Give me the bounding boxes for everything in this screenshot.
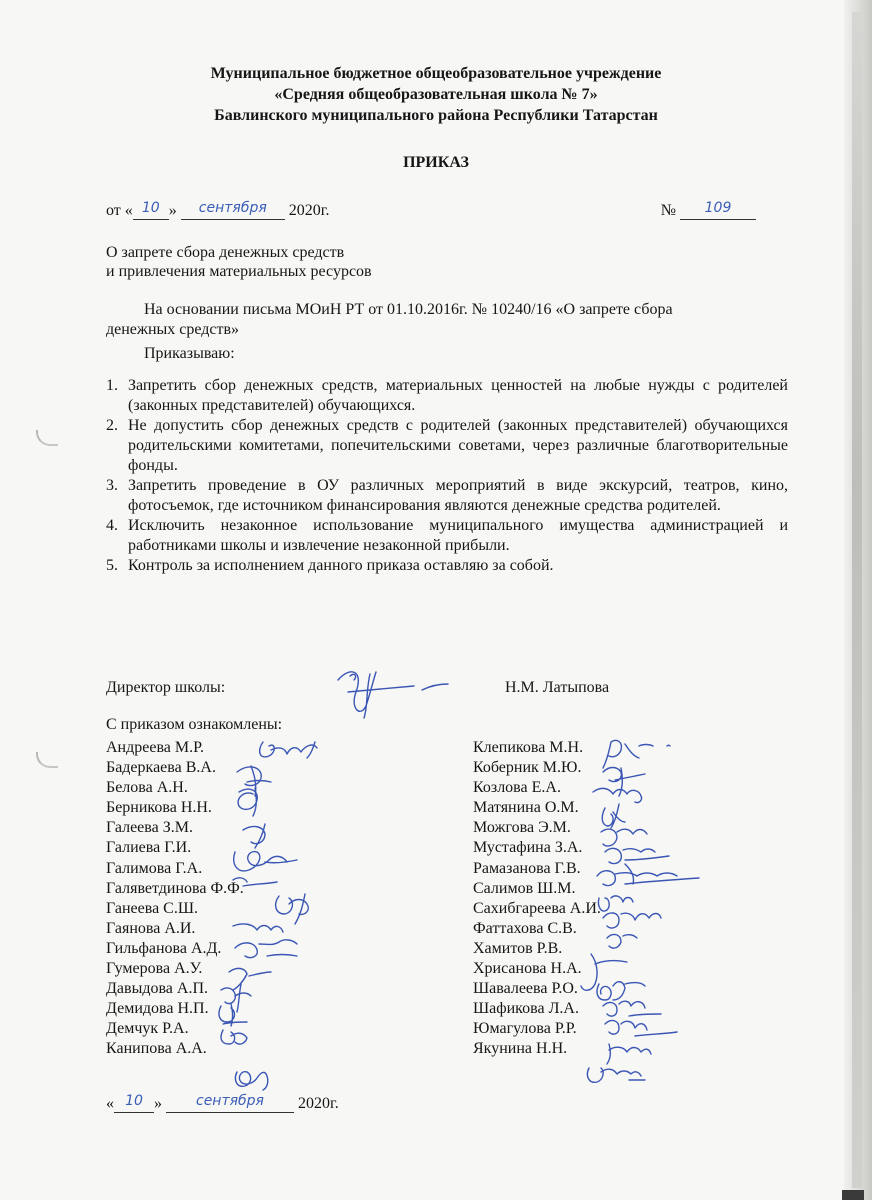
staff-name: Можгова Э.М. — [473, 819, 571, 837]
date-quote-open: « — [106, 1095, 114, 1112]
staff-name: Коберник М.Ю. — [473, 759, 582, 777]
acknowledgement-title: С приказом ознакомлены: — [106, 716, 283, 733]
item-number: 2. — [106, 417, 118, 434]
acknowledgement-date — [106, 1092, 339, 1114]
item-text: Запретить сбор денежных средств, материальных ценностей на любые нужды с родителей (законных представителей) обучающихся. — [128, 377, 788, 414]
director-name: Н.М. Латыпова — [505, 679, 610, 696]
date-year: 2020г. — [288, 202, 330, 219]
ack-date-day: 10 — [125, 1093, 143, 1109]
item-text: Запретить проведение в ОУ различных мероприятий в виде экскурсий, театров, кино, фотосъемок, где источником финансирования являются денежные средства родителей. — [128, 477, 788, 514]
staff-name: Юмагулова Р.Р. — [473, 1020, 577, 1038]
header-line: «Средняя общеобразовательная школа № 7» — [274, 86, 598, 103]
date-quote-close: » — [154, 1095, 162, 1112]
item-number: 3. — [106, 477, 118, 494]
order-subject — [106, 243, 372, 281]
staff-name: Шавалеева Р.О. — [473, 980, 578, 998]
basis-line: денежных средств» — [106, 321, 240, 338]
staff-name: Клепикова М.Н. — [473, 739, 584, 756]
director-signature — [330, 662, 450, 722]
date-month: сентября — [198, 200, 267, 216]
staff-name: Фаттахова С.В. — [473, 919, 577, 937]
staff-name: Хамитов Р.В. — [473, 939, 563, 957]
staff-name: Сахибгареева А.И. — [473, 899, 601, 917]
order-date-line — [106, 199, 756, 223]
staff-name: Андреева М.Р. — [106, 739, 205, 756]
staff-name: Козлова Е.А. — [473, 779, 561, 797]
header-line: Бавлинского муниципального района Республики Татарстан — [214, 107, 658, 124]
staff-name: Бадеркаева В.А. — [106, 759, 216, 777]
item-text: Контроль за исполнением данного приказа оставляю за собой. — [128, 557, 554, 574]
subject-line: О запрете сбора денежных средств — [106, 244, 345, 261]
staff-name: Берникова Н.Н. — [106, 799, 212, 817]
header-line: Муниципальное бюджетное общеобразовательное учреждение — [210, 65, 662, 82]
order-items — [106, 376, 788, 576]
director-label: Директор школы: — [106, 679, 226, 696]
staff-name: Канипова А.А. — [106, 1040, 207, 1058]
staff-name: Шафикова Л.А. — [473, 1000, 579, 1018]
number-label: № — [660, 202, 676, 219]
punch-hole-mark — [36, 752, 58, 768]
staff-name: Гильфанова А.Д. — [106, 939, 222, 957]
ack-date-year: 2020г. — [298, 1095, 339, 1112]
staff-name: Гумерова А.У. — [106, 960, 203, 978]
basis-line: На основании письма МОиН РТ от 01.10.2016г. № 10240/16 «О запрете сбора — [144, 301, 673, 318]
order-number — [661, 199, 756, 220]
item-text: Не допустить сбор денежных средств с родителей (законных представителей) обучающихся родительскими комитетами, попечительскими советами, через различные благотворительные фонды. — [128, 417, 788, 474]
staff-name: Рамазанова Г.В. — [473, 859, 581, 877]
staff-name: Демидова Н.П. — [106, 1000, 209, 1018]
number-value: 109 — [704, 200, 732, 216]
order-basis — [106, 300, 788, 340]
staff-name: Галимова Г.А. — [106, 859, 203, 877]
staff-name: Матянина О.М. — [473, 799, 579, 817]
order-item — [106, 376, 788, 416]
staff-name: Демчук Р.А. — [106, 1020, 189, 1038]
order-item — [106, 556, 788, 576]
staff-name: Галиева Г.И. — [106, 839, 192, 857]
subject-line: и привлечения материальных ресурсов — [106, 263, 372, 280]
document-title: ПРИКАЗ — [403, 154, 469, 171]
staff-name: Ганеева С.Ш. — [106, 899, 198, 917]
scan-corner — [842, 1190, 864, 1200]
staff-name: Хрисанова Н.А. — [473, 960, 582, 978]
staff-name: Галяветдинова Ф.Ф. — [106, 879, 244, 897]
staff-name: Белова А.Н. — [106, 779, 188, 797]
order-word: Приказываю: — [144, 345, 235, 362]
scan-edge — [844, 0, 872, 1200]
order-item — [106, 476, 788, 516]
ack-date-month: сентября — [196, 1093, 264, 1109]
item-number: 4. — [106, 517, 118, 534]
order-item — [106, 416, 788, 476]
staff-name: Гаянова А.И. — [106, 919, 196, 937]
staff-list-left — [106, 738, 244, 1060]
staff-signatures-right — [595, 728, 715, 1098]
item-text: Исключить незаконное использование муниципального имущества администрацией и работниками школы и извлечение незаконной прибыли. — [128, 517, 788, 554]
staff-name: Галеева З.М. — [106, 819, 193, 837]
staff-name: Мустафина З.А. — [473, 839, 583, 857]
staff-name: Якунина Н.Н. — [473, 1040, 568, 1058]
staff-signatures-left — [245, 736, 625, 1096]
date-prefix: от « — [106, 202, 133, 219]
order-item — [106, 516, 788, 556]
staff-name: Давыдова А.П. — [106, 980, 209, 998]
item-number: 1. — [106, 377, 118, 394]
date-day: 10 — [141, 200, 160, 216]
organization-header — [0, 63, 872, 126]
staff-name: Салимов Ш.М. — [473, 879, 576, 897]
date-quote: » — [168, 202, 177, 219]
item-number: 5. — [106, 557, 118, 574]
punch-hole-mark — [36, 430, 58, 446]
